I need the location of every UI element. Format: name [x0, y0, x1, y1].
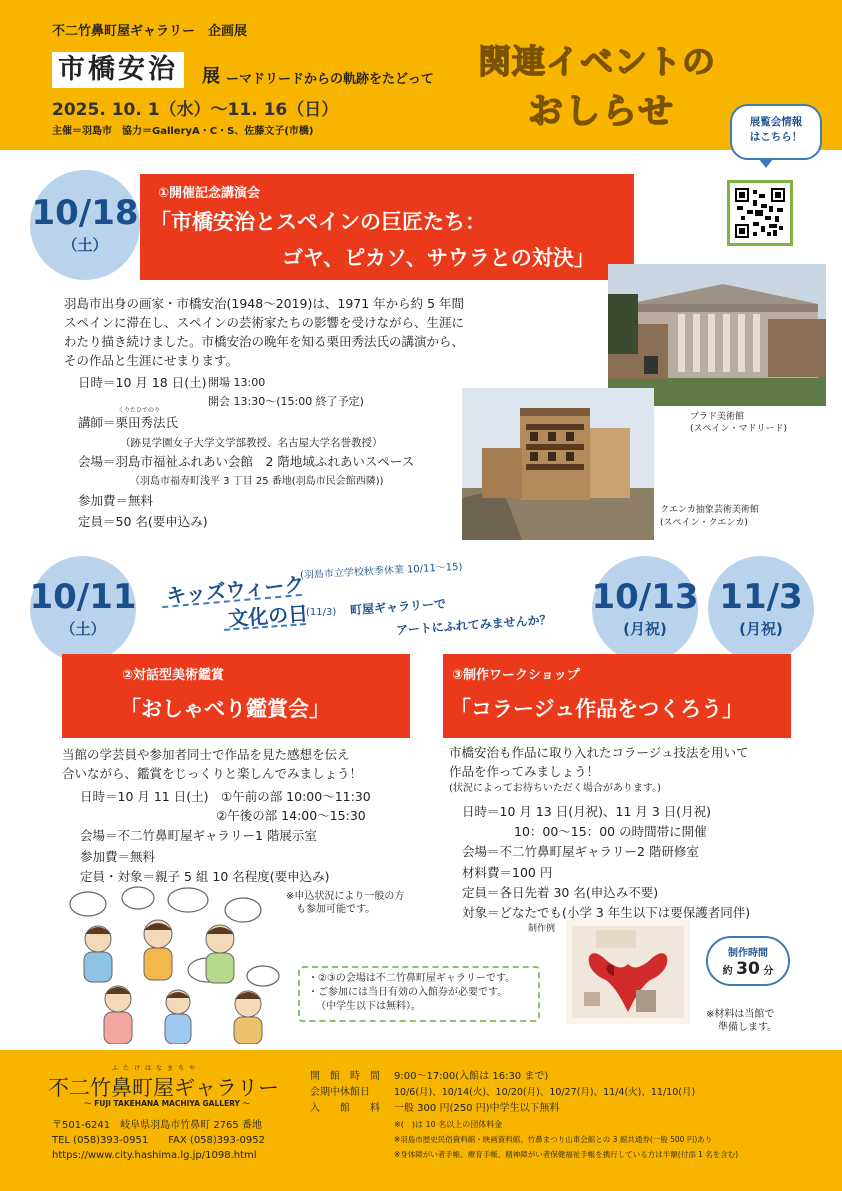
- people-illustration-icon: [58, 884, 288, 1044]
- event1-weekday: （土）: [62, 235, 108, 254]
- fee-label: 入 館 料: [310, 1103, 380, 1114]
- hours-label: 開 館 時 間: [310, 1071, 380, 1082]
- exhibit-subtitle: ーマドリードからの軌跡をたどって: [226, 72, 434, 87]
- event1-desc-4: その作品と生涯にせまります。: [64, 353, 239, 368]
- event1-date: 10/18: [31, 192, 139, 233]
- lecturer-ruby: くりたひでのり: [118, 407, 161, 414]
- event2-venue: 会場＝不二竹鼻町屋ギャラリー1 階展示室: [80, 828, 317, 843]
- gallery-name-en: 〜 FUJI TAKEHANA MACHIYA GALLERY 〜: [84, 1099, 251, 1108]
- event1-lecturer: 講師＝栗田秀法氏: [78, 415, 179, 430]
- event1-lecturer-title: （跡見学園女子大学文学部教授、名古屋大学名誉教授）: [120, 437, 383, 449]
- kids-invite-2: アートにふれてみませんか？: [395, 612, 552, 638]
- production-time-label: 制作時間: [728, 948, 768, 959]
- notice-line-1: ・②③の会場は不二竹鼻町屋ギャラリーです。: [308, 973, 516, 984]
- event1-capacity: 定員＝50 名(要申込み): [78, 514, 208, 529]
- example-label: 制作例: [528, 924, 556, 934]
- gallery-url[interactable]: https://www.city.hashima.lg.jp/1098.html: [52, 1150, 257, 1161]
- event1-datetime: 日時＝10 月 18 日(土): [78, 375, 207, 390]
- event3-date2-circle: [708, 556, 814, 662]
- event1-desc-3: わたり描き続けました。市橋安治の晩年を知る栗田秀法氏の講演から、: [64, 334, 465, 349]
- qr-speech-bubble: [730, 104, 822, 160]
- event3-weekday1: (月祝): [623, 619, 667, 638]
- culture-day-title: 文化の日: [227, 601, 309, 631]
- production-time-pre: 約: [722, 966, 733, 977]
- event2-desc-2: 合いながら、鑑賞をじっくりと楽しんでみましょう！: [62, 766, 363, 781]
- sponsor-line: 主催＝羽島市 協力＝GalleryA・C・S、佐藤文子(市橋): [52, 126, 314, 137]
- headline-2: おしらせ: [528, 92, 675, 132]
- event3-datetime: 日時＝10 月 13 日(月祝)、11 月 3 日(月祝): [462, 804, 712, 819]
- photo-prado: [608, 264, 826, 406]
- exhibit-dates: 2025. 10. 1（水）〜11. 16（日）: [52, 100, 339, 120]
- event3-time: 10：00〜15：00 の時間帯に開催: [514, 824, 707, 839]
- production-time-value: [708, 959, 788, 979]
- event2-datetime: 日時＝10 月 11 日(土) ①午前の部 10:00〜11:30: [80, 789, 371, 804]
- qr-bubble-line2: はこちら！: [749, 131, 803, 143]
- photo1-caption-2: (スペイン・マドリード): [690, 424, 788, 434]
- photo2-caption-1: クエンカ抽象芸術美術館: [660, 505, 759, 515]
- event3-desc-1: 市橋安治も作品に取り入れたコラージュ技法を用いて: [449, 745, 749, 760]
- photo1-caption-1: プラド美術館: [690, 412, 745, 422]
- kidsweek-note: (羽島市立学校秋季休業 10/11〜15): [299, 561, 463, 582]
- event2-note-1: ※申込状況により一般の方: [286, 891, 405, 902]
- exhibit-suffix: 展: [202, 66, 220, 87]
- event3-venue: 会場＝不二竹鼻町屋ギャラリー2 階研修室: [462, 844, 699, 859]
- event1-start: 開会 13:30〜(15:00 終了予定): [208, 395, 364, 408]
- production-time-unit: 分: [763, 966, 774, 977]
- gallery-name: 不二竹鼻町屋ギャラリー: [48, 1076, 279, 1100]
- notice-line-2: ・ご参加には当日有効の入館券が必要です。: [308, 987, 508, 998]
- event3-date1-circle: [592, 556, 698, 662]
- event3-capacity: 定員＝各日先着 30 名(申込み不要): [462, 885, 659, 900]
- fee-value: 一般 300 円(250 円)中学生以下無料: [394, 1103, 560, 1114]
- notice-line-3: （中学生以下は無料）。: [316, 1001, 421, 1012]
- footer-ruby: ふたけはなまちや: [112, 1065, 201, 1072]
- event3-title: 「コラージュ作品をつくろう」: [450, 697, 744, 721]
- event1-desc-1: 羽島市出身の画家・市橋安治(1948〜2019)は、1971 年から約 5 年間: [64, 296, 465, 311]
- culture-day-note: (11/3): [306, 607, 337, 618]
- event2-note-2: も参加可能です。: [296, 904, 376, 915]
- event1-title-line1: 「市橋安治とスペインの巨匠たち：: [150, 210, 486, 234]
- kids-invite-1: 町屋ギャラリーで: [349, 596, 447, 618]
- event2-date-circle: [30, 556, 136, 662]
- event3-number-label: ③制作ワークショップ: [452, 668, 580, 683]
- event2-fee: 参加費＝無料: [80, 849, 156, 864]
- notice-box: [298, 966, 540, 1022]
- event3-material: 材料費＝100 円: [462, 865, 553, 880]
- photo2-caption-2: (スペイン・クエンカ): [660, 518, 748, 528]
- event2-number-label: ②対話型美術鑑賞: [122, 668, 225, 683]
- footer-note-2: ※羽島市歴史民俗資料館・映画資料館、竹鼻まつり山車会館との 3 館共通券(一般 500 円)あり: [394, 1135, 713, 1144]
- production-time-bubble: [706, 936, 790, 986]
- event1-address: （羽島市福寿町浅平 3 丁目 25 番地(羽島市民会館西隣)): [130, 476, 384, 487]
- event2-afternoon: ②午後の部 14:00〜15:30: [216, 808, 366, 823]
- material-note-1: ※材料は当館で: [706, 1009, 775, 1020]
- gallery-tel: TEL (058)393-0951 FAX (058)393-0952: [52, 1135, 265, 1146]
- photo-cuenca: [462, 388, 654, 540]
- event1-date-circle: [30, 170, 140, 280]
- qr-code-icon[interactable]: [727, 180, 793, 246]
- closed-label: 会期中休館日: [310, 1087, 370, 1098]
- event2-capacity: 定員・対象＝親子 5 組 10 名程度(要申込み): [80, 869, 330, 884]
- event3-weekday2: (月祝): [739, 619, 783, 638]
- event2-title: 「おしゃべり鑑賞会」: [120, 697, 330, 721]
- event1-venue: 会場＝羽島市福祉ふれあい会館 2 階地域ふれあいスペース: [78, 454, 415, 469]
- event1-desc-2: スペインに滞在し、スペインの芸術家たちの影響を受けながら、生涯に: [64, 315, 465, 330]
- event2-weekday: （土）: [60, 619, 106, 638]
- event3-target: 対象＝どなたでも(小学 3 年生以下は要保護者同伴): [462, 905, 751, 920]
- closed-value: 10/6(月)、10/14(火)、10/20(月)、10/27(月)、11/4(火)、11/10(月): [394, 1087, 696, 1098]
- qr-bubble-tail: [758, 158, 774, 168]
- event3-date1: 10/13: [591, 576, 699, 617]
- qr-bubble-line1: 展覧会情報: [749, 116, 803, 128]
- production-time-num: 30: [736, 959, 760, 979]
- event3-desc-2: 作品を作ってみましょう！: [449, 764, 600, 779]
- event1-title-line2: ゴヤ、ピカソ、サウラとの対決」: [282, 246, 595, 270]
- event2-desc-1: 当館の学芸員や参加者同士で作品を見た感想を伝え: [62, 747, 350, 762]
- material-note-2: 準備します。: [718, 1022, 778, 1033]
- hours-value: 9:00〜17:00(入館は 16:30 まで): [394, 1071, 549, 1082]
- headline-1: 関連イベントの: [478, 42, 716, 81]
- collage-example-image: [566, 920, 690, 1024]
- event3-desc-note: (状況によってお待ちいただく場合があります。): [449, 783, 662, 794]
- event2-date: 10/11: [29, 576, 137, 617]
- footer-note-3: ※身体障がい者手帳、療育手帳、精神障がい者保健福祉手帳を携行している方は半額(付添 1 名を含む): [394, 1150, 739, 1159]
- event3-date2: 11/3: [719, 576, 803, 617]
- event1-open-doors: 開場 13:00: [208, 376, 266, 389]
- exhibit-name: 市橋安治: [52, 52, 184, 88]
- event1-number-label: ①開催記念講演会: [158, 186, 261, 201]
- kidsweek-title: キッズウィーク: [165, 572, 306, 608]
- org-line: 不二竹鼻町屋ギャラリー 企画展: [52, 24, 248, 39]
- gallery-postal: 〒501-6241 岐阜県羽島市竹鼻町 2765 番地: [52, 1120, 262, 1131]
- event1-fee: 参加費＝無料: [78, 493, 154, 508]
- footer-note-1: ※( )は 10 名以上の団体料金: [394, 1120, 503, 1129]
